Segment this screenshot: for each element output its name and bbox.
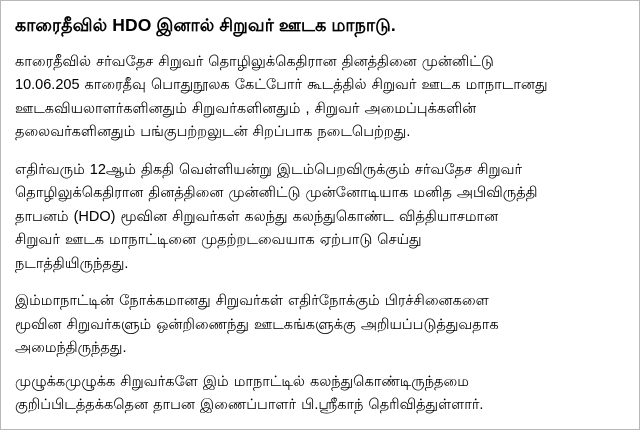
- text-line: காரைதீவில் சர்வதேச சிறுவர் தொழிலுக்கெதிரான தினத்தினை முன்னிட்டு: [15, 53, 494, 70]
- title-part-before: காரைதீவில்: [15, 15, 108, 35]
- text-line: அமைந்திருந்தது.: [15, 340, 127, 357]
- text-line: இம்மாநாட்டின் நோக்கமானது சிறுவர்கள் எதிர்நோக்கும் பிரச்சினைகளை: [15, 293, 489, 310]
- text-line: எதிர்வரும் 12ஆம் திகதி வெள்ளியன்று இடம்பெறவிருக்கும் சர்வதேச சிறுவர்: [15, 161, 523, 178]
- text-line: நடாத்தியிருந்தது.: [15, 255, 129, 272]
- paragraph-4: [15, 371, 625, 418]
- paragraph-1: [15, 51, 625, 145]
- text-line: மூவின சிறுவர்களும் ஒன்றிணைந்து ஊடகங்களுக்கு அறியப்படுத்துவதாக: [15, 316, 499, 333]
- text-line: தலைவர்களினதும் பங்குபற்றலுடன் சிறப்பாக நடைபெற்றது.: [15, 124, 411, 141]
- text-line: தொழிலுக்கெதிரான தினத்தினை முன்னிட்டு முன்னோடியாக மனித அபிவிருத்தி: [15, 185, 538, 202]
- text-line: சிறுவர் ஊடக மாநாட்டினை முதற்றடவையாக ஏற்பாடு செய்து: [15, 232, 422, 249]
- paragraph-3: [15, 290, 625, 360]
- page-title: [15, 15, 625, 37]
- title-part-after: இனால் சிறுவர் ஊடக மாநாடு.: [156, 15, 396, 35]
- text-line: குறிப்பிடத்தக்கதென தாபன இணைப்பாளர் பி.ஸ்ரீகாந் தெரிவித்துள்ளார்.: [15, 397, 484, 414]
- title-acronym: HDO: [112, 15, 152, 35]
- text-line: தாபனம் (HDO) மூவின சிறுவர்கள் கலந்து கலந்துகொண்ட வித்தியாசமான: [15, 208, 499, 225]
- text-line: 10.06.205 காரைதீவு பொதுநூலக கேட்போர் கூடத்தில் சிறுவர் ஊடக மாநாடானது: [15, 77, 548, 94]
- paragraph-2: [15, 159, 625, 276]
- text-line: ஊடகவியலாளர்களினதும் சிறுவர்களினதும் , சிறுவர் அமைப்புக்களின்: [15, 100, 477, 117]
- text-line: முழுக்கமுழுக்க சிறுவர்களே இம் மாநாட்டில் கலந்துகொண்டிருந்தமை: [15, 373, 469, 390]
